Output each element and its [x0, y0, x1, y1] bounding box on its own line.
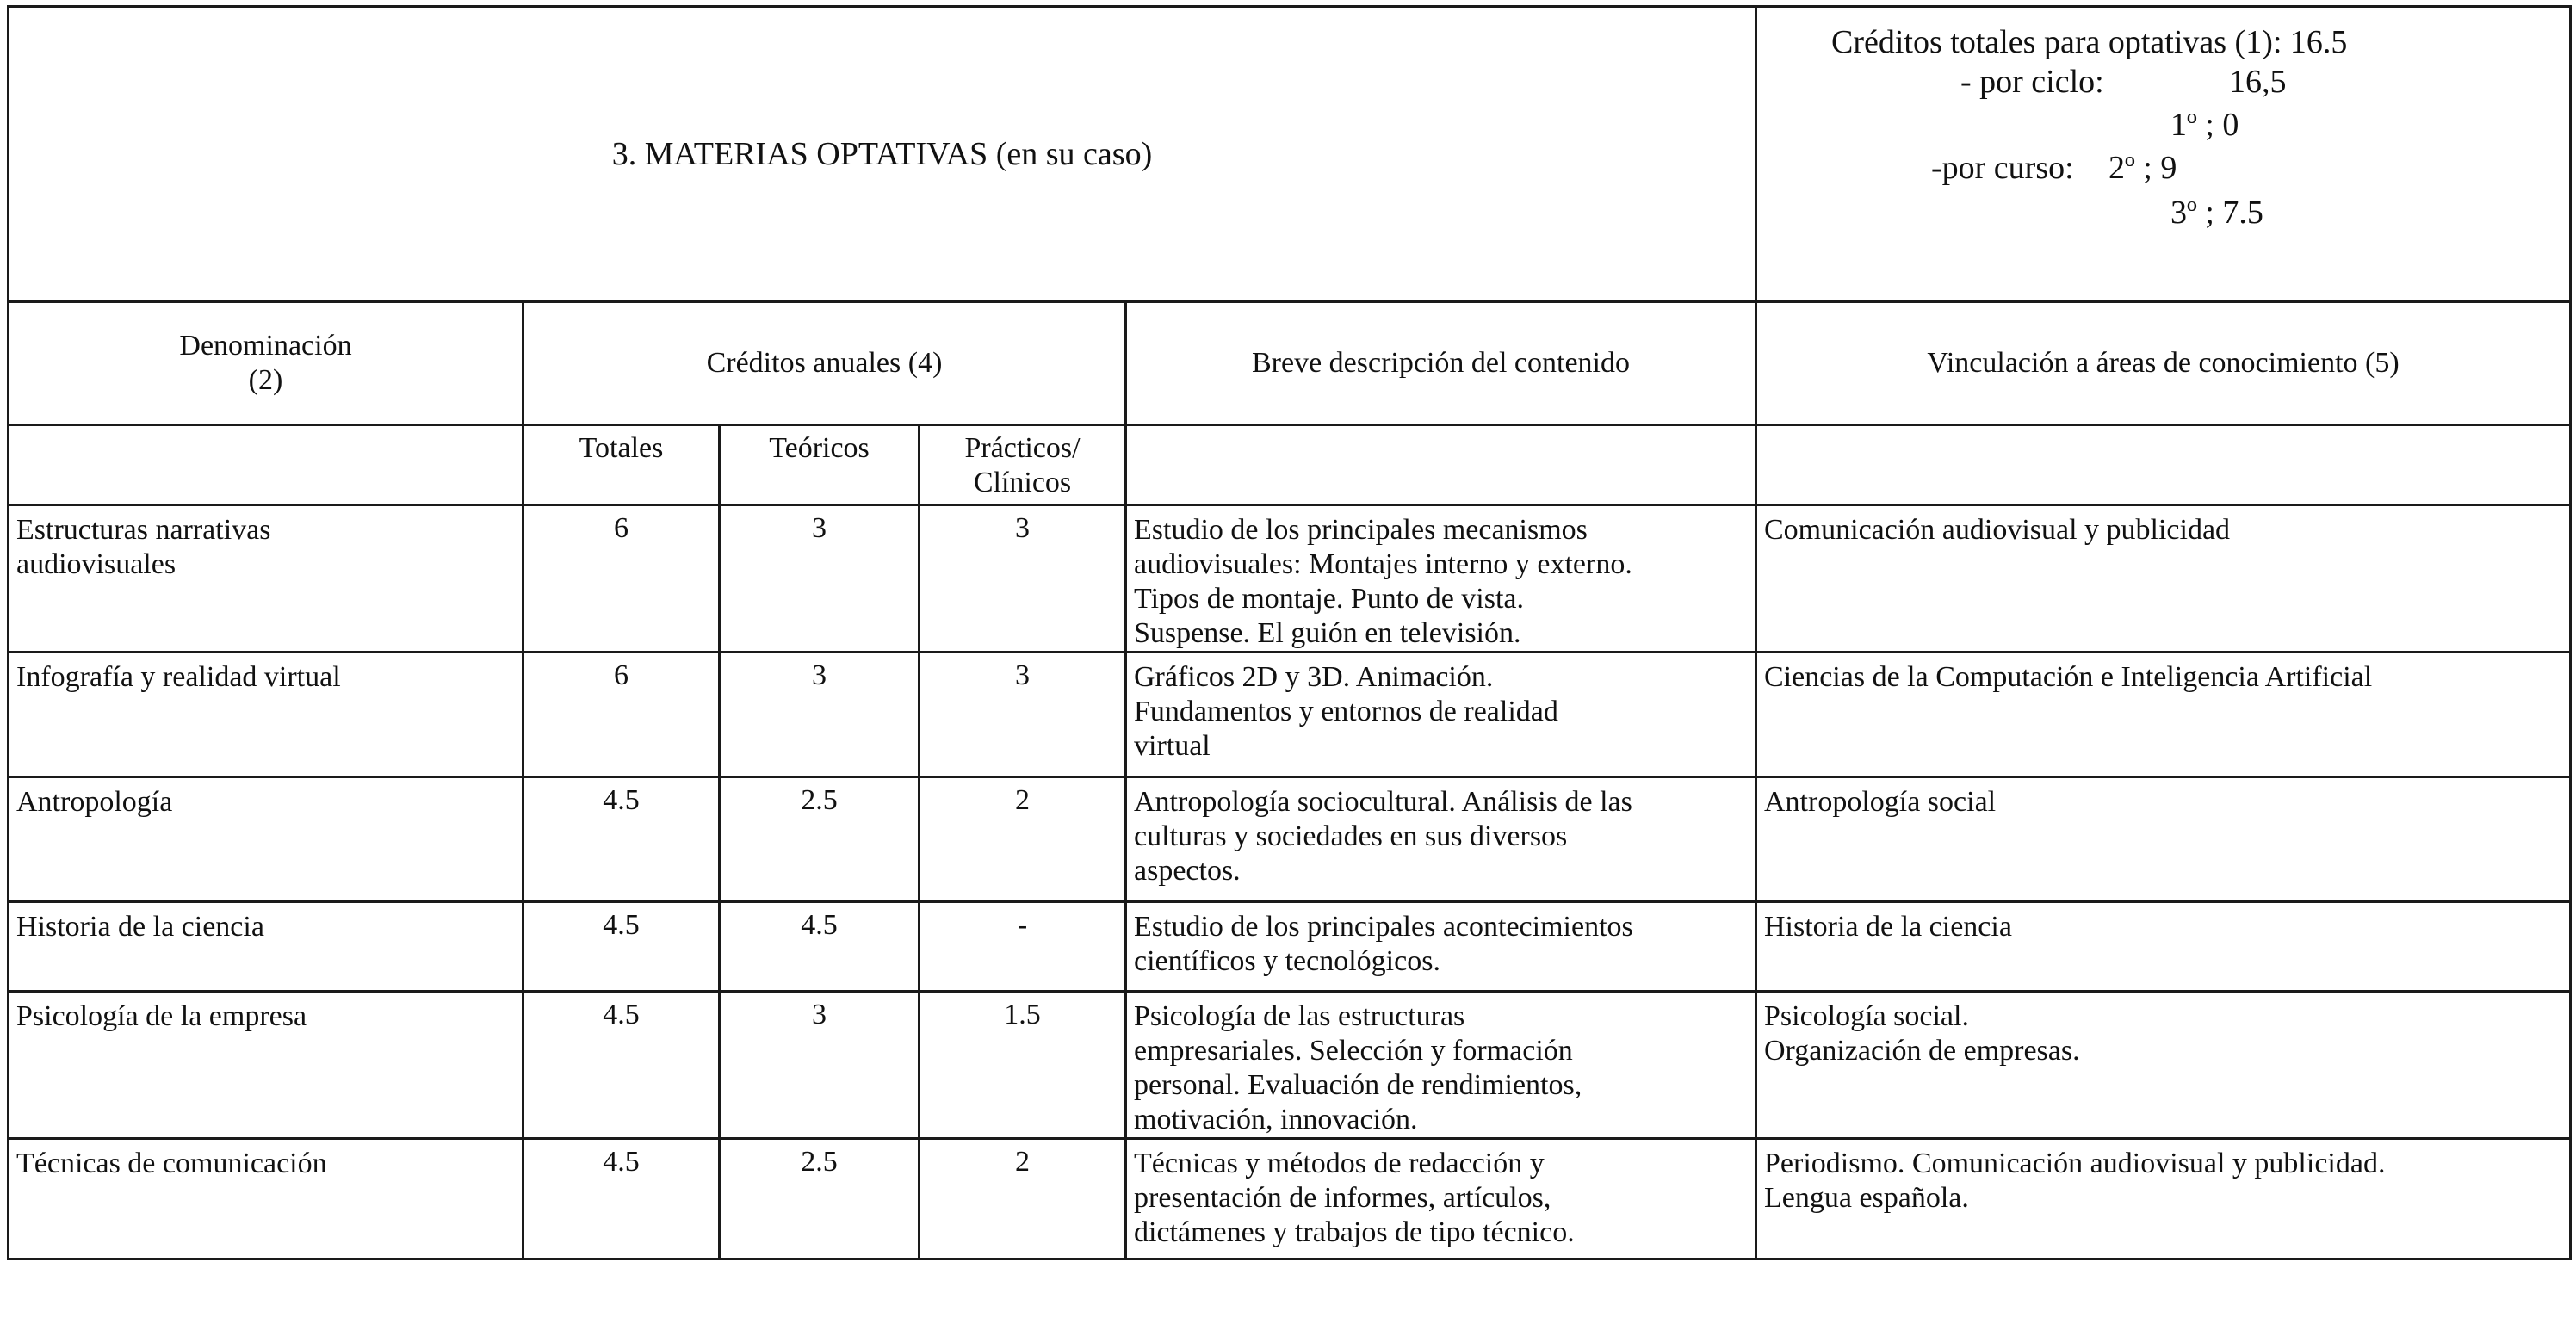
cell-descripcion-line: Gráficos 2D y 3D. Animación. — [1134, 661, 1494, 693]
cell-teoricos: 4.5 — [720, 902, 920, 992]
cell-descripcion-line: personal. Evaluación de rendimientos, — [1134, 1069, 1582, 1101]
cell-totales: 4.5 — [523, 992, 720, 1139]
cell-vinculacion-line: Psicología social. — [1764, 1000, 1969, 1032]
cell-descripcion — [1126, 992, 1756, 1139]
cell-descripcion — [1126, 777, 1756, 902]
cell-descripcion-line: presentación de informes, artículos, — [1134, 1182, 1551, 1214]
cell-totales: 4.5 — [523, 902, 720, 992]
cell-vinculacion-line: Organización de empresas. — [1764, 1035, 2080, 1067]
cell-descripcion-line: culturas y sociedades en sus diversos — [1134, 820, 1568, 852]
cell-descripcion-line: aspectos. — [1134, 855, 1241, 887]
cell-vinculacion-line: Comunicación audiovisual y publicidad — [1764, 514, 2231, 546]
cell-name — [9, 653, 523, 777]
curso-2: 2º ; 9 — [2108, 150, 2177, 186]
cell-descripcion — [1126, 505, 1756, 653]
table-row — [9, 505, 2571, 653]
cell-practicos: 2 — [920, 1139, 1126, 1259]
subheader-totales: Totales — [523, 425, 720, 505]
cell-descripcion-line: virtual — [1134, 730, 1211, 762]
subheader-teoricos: Teóricos — [720, 425, 920, 505]
cell-name — [9, 1139, 523, 1259]
cell-descripcion-line: motivación, innovación. — [1134, 1104, 1418, 1135]
table-row — [9, 1139, 2571, 1259]
optativas-table — [7, 5, 2572, 1260]
cell-totales: 4.5 — [523, 1139, 720, 1259]
cell-name — [9, 902, 523, 992]
por-curso-label: -por curso: — [1931, 150, 2074, 186]
cell-descripcion — [1126, 902, 1756, 992]
subject-name-line: Infografía y realidad virtual — [16, 661, 341, 693]
cell-vinculacion — [1756, 902, 2571, 992]
curso-3: 3º ; 7.5 — [2170, 195, 2263, 231]
table-row — [9, 902, 2571, 992]
cell-descripcion — [1126, 1139, 1756, 1259]
cell-vinculacion-line: Antropología social — [1764, 786, 1997, 818]
cell-descripcion-line: audiovisuales: Montajes interno y externo. — [1134, 548, 1632, 580]
cell-vinculacion — [1756, 777, 2571, 902]
cell-descripcion-line: empresariales. Selección y formación — [1134, 1035, 1573, 1067]
cell-descripcion-line: científicos y tecnológicos. — [1134, 945, 1440, 977]
cell-teoricos: 3 — [720, 653, 920, 777]
cell-descripcion — [1126, 653, 1756, 777]
subheader-empty — [1756, 425, 2571, 505]
cell-vinculacion-line: Historia de la ciencia — [1764, 911, 2012, 943]
cell-practicos: 1.5 — [920, 992, 1126, 1139]
cell-teoricos: 3 — [720, 505, 920, 653]
por-ciclo-label: - por ciclo: — [1960, 64, 2104, 100]
cell-totales: 6 — [523, 653, 720, 777]
cell-descripcion-line: Suspense. El guión en televisión. — [1134, 617, 1521, 649]
cell-descripcion-line: dictámenes y trabajos de tipo técnico. — [1134, 1216, 1575, 1248]
cell-descripcion-line: Psicología de las estructuras — [1134, 1000, 1465, 1032]
cell-vinculacion-line: Periodismo. Comunicación audiovisual y publicidad. — [1764, 1148, 2386, 1179]
cell-practicos: 3 — [920, 653, 1126, 777]
cell-teoricos: 3 — [720, 992, 920, 1139]
subheader-practicos: Prácticos/ Clínicos — [920, 425, 1126, 505]
header-creditos: Créditos anuales (4) — [523, 302, 1126, 425]
cell-vinculacion — [1756, 653, 2571, 777]
cell-practicos: - — [920, 902, 1126, 992]
subject-name-line: Estructuras narrativas — [16, 514, 271, 546]
header-denominacion: Denominación (2) — [9, 302, 523, 425]
cell-name — [9, 992, 523, 1139]
cell-teoricos: 2.5 — [720, 1139, 920, 1259]
cell-descripcion-line: Fundamentos y entornos de realidad — [1134, 696, 1558, 727]
cell-descripcion-line: Estudio de los principales mecanismos — [1134, 514, 1588, 546]
cell-totales: 4.5 — [523, 777, 720, 902]
subheader-empty — [1126, 425, 1756, 505]
cell-descripcion-line: Antropología sociocultural. Análisis de las — [1134, 786, 1632, 818]
cell-practicos: 2 — [920, 777, 1126, 902]
subject-name-line: Antropología — [16, 786, 173, 818]
cell-name — [9, 505, 523, 653]
subject-name-line: Historia de la ciencia — [16, 911, 264, 943]
section-title: 3. MATERIAS OPTATIVAS (en su caso) — [9, 7, 1756, 302]
credits-summary — [1756, 7, 2571, 302]
header-descripcion: Breve descripción del contenido — [1126, 302, 1756, 425]
cell-descripcion-line: Estudio de los principales acontecimientos — [1134, 911, 1633, 943]
cell-descripcion-line: Tipos de montaje. Punto de vista. — [1134, 583, 1525, 615]
table-row — [9, 653, 2571, 777]
header-vinculacion: Vinculación a áreas de conocimiento (5) — [1756, 302, 2571, 425]
cell-teoricos: 2.5 — [720, 777, 920, 902]
cell-vinculacion — [1756, 505, 2571, 653]
por-ciclo-value: 16,5 — [2229, 64, 2287, 100]
subject-name-line: audiovisuales — [16, 548, 176, 580]
cell-vinculacion-line: Lengua española. — [1764, 1182, 1969, 1214]
subject-name-line: Psicología de la empresa — [16, 1000, 307, 1032]
cell-practicos: 3 — [920, 505, 1126, 653]
table-row — [9, 992, 2571, 1139]
cell-vinculacion — [1756, 992, 2571, 1139]
cell-descripcion-line: Técnicas y métodos de redacción y — [1134, 1148, 1545, 1179]
cell-totales: 6 — [523, 505, 720, 653]
cell-name — [9, 777, 523, 902]
curso-1: 1º ; 0 — [2170, 107, 2239, 143]
cell-vinculacion-line: Ciencias de la Computación e Inteligencia Artificial — [1764, 661, 2373, 693]
cell-vinculacion — [1756, 1139, 2571, 1259]
subject-name-line: Técnicas de comunicación — [16, 1148, 327, 1179]
credits-total: Créditos totales para optativas (1): 16.5 — [1831, 24, 2348, 60]
table-row — [9, 777, 2571, 902]
subheader-empty — [9, 425, 523, 505]
